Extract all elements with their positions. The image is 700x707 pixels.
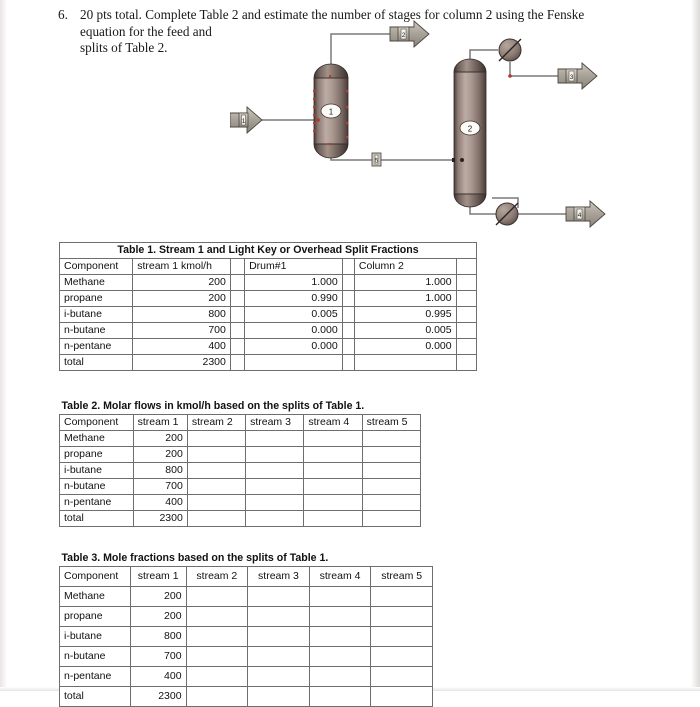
table-1-cell-gap1 <box>230 355 244 371</box>
table-3-cell-component: n-butane <box>60 647 131 667</box>
stream-marker-5-label: 5 <box>374 158 379 165</box>
table-1-header-column2: Column 2 <box>354 259 456 275</box>
table-1-header-component: Component <box>60 259 133 275</box>
table-row <box>60 479 421 495</box>
table-3-header-component: Component <box>60 567 131 587</box>
table-2-cell-stream3[interactable] <box>246 463 304 479</box>
table-row <box>60 627 433 647</box>
stream-arrow-4 <box>566 201 605 227</box>
unit-tag-drum-1-label: 1 <box>328 107 334 117</box>
table-row <box>60 607 433 627</box>
stream-arrow-4-label: 4 <box>577 212 582 219</box>
table-1-cell-gap2 <box>342 307 354 323</box>
table-row <box>60 275 477 291</box>
table-1-caption: Table 1. Stream 1 and Light Key or Overhead Split Fractions <box>60 243 477 259</box>
table-3-cell-stream3[interactable] <box>248 687 310 707</box>
table-3-caption: Table 3. Mole fractions based on the splits of Table 1. <box>61 552 329 564</box>
table-2-cell-stream1: 700 <box>133 479 187 495</box>
table-2-cell-stream3[interactable] <box>246 447 304 463</box>
table-row <box>60 323 477 339</box>
table-3-cell-stream2[interactable] <box>186 687 248 707</box>
table-row <box>60 307 477 323</box>
table-3-cell-stream5[interactable] <box>371 627 433 647</box>
table-3-cell-stream3[interactable] <box>248 647 310 667</box>
table-row <box>60 667 433 687</box>
flash-drum-unit-1 <box>313 64 348 158</box>
unit-tag-column-2-label: 2 <box>467 124 473 134</box>
table-1-cell-tail <box>456 339 476 355</box>
table-2-cell-stream1: 2300 <box>133 511 187 527</box>
table-2-cell-stream4[interactable] <box>304 495 362 511</box>
table-2-header-stream3: stream 3 <box>246 415 304 431</box>
stream-marker-5 <box>372 153 381 166</box>
table-1-cell-gap1 <box>230 275 244 291</box>
table-1-cell-stream1: 800 <box>133 307 231 323</box>
table-2-cell-stream4[interactable] <box>304 447 362 463</box>
table-3-cell-component: total <box>60 687 131 707</box>
stream-arrow-1 <box>230 107 262 133</box>
table-3-cell-stream5[interactable] <box>371 607 433 627</box>
table-2-cell-stream3[interactable] <box>246 431 304 447</box>
table-1-cell-gap1 <box>230 291 244 307</box>
process-flow-diagram <box>230 18 630 238</box>
table-3-header-stream3: stream 3 <box>248 567 310 587</box>
table-1-cell-tail <box>456 275 476 291</box>
table-3-cell-stream4[interactable] <box>309 667 371 687</box>
question-line-2: equation for the feed and <box>80 23 212 39</box>
table-2-header-row <box>60 415 421 431</box>
table-2-cell-stream2[interactable] <box>187 495 245 511</box>
table-2-cell-stream1: 800 <box>133 463 187 479</box>
table-1-cell-gap1 <box>230 339 244 355</box>
table-1-cell-gap2 <box>342 291 354 307</box>
table-1-cell-drum1: 1.000 <box>245 275 343 291</box>
table-3-cell-stream5[interactable] <box>371 587 433 607</box>
condenser-icon <box>499 39 521 61</box>
table-1-cell-component: n-pentane <box>60 339 133 355</box>
piping-lines <box>260 34 568 214</box>
table-1-caption-row <box>60 243 477 259</box>
table-2-header-component: Component <box>60 415 134 431</box>
table-1-header-gap2 <box>342 259 354 275</box>
stream-arrow-3 <box>558 63 597 89</box>
table-2-cell-stream4[interactable] <box>304 431 362 447</box>
table-3 <box>59 551 433 707</box>
table-row <box>60 647 433 667</box>
table-2-cell-stream5[interactable] <box>362 447 420 463</box>
reboiler-icon <box>496 203 518 225</box>
table-3-header-row <box>60 567 433 587</box>
table-1-header-stream1: stream 1 kmol/h <box>133 259 231 275</box>
table-1-cell-stream1: 200 <box>133 291 231 307</box>
table-2-cell-stream5[interactable] <box>362 511 420 527</box>
table-3-cell-stream4[interactable] <box>309 627 371 647</box>
table-3-cell-stream1: 200 <box>130 607 186 627</box>
table-row <box>60 511 421 527</box>
table-2-cell-stream1: 400 <box>133 495 187 511</box>
table-3-cell-stream4[interactable] <box>309 587 371 607</box>
table-3-header-stream1: stream 1 <box>130 567 186 587</box>
table-1-cell-component: propane <box>60 291 133 307</box>
table-1-cell-column2: 0.005 <box>354 323 456 339</box>
table-2-cell-component: propane <box>60 447 134 463</box>
table-1-cell-drum1: 0.000 <box>245 339 343 355</box>
table-2-header-stream5: stream 5 <box>362 415 420 431</box>
table-1-cell-drum1 <box>245 355 343 371</box>
distillation-column-unit-2 <box>452 59 486 207</box>
table-1-cell-drum1: 0.990 <box>245 291 343 307</box>
table-3-cell-stream4[interactable] <box>309 607 371 627</box>
table-1-cell-stream1: 700 <box>133 323 231 339</box>
table-1-cell-gap2 <box>342 355 354 371</box>
table-2-cell-stream3[interactable] <box>246 511 304 527</box>
table-3-caption-row <box>60 551 433 567</box>
table-row <box>60 687 433 707</box>
table-1-cell-drum1: 0.005 <box>245 307 343 323</box>
question-line-3: splits of Table 2. <box>80 40 168 56</box>
pipe-drum-bottom-to-column <box>331 151 462 160</box>
table-3-cell-component: i-butane <box>60 627 131 647</box>
table-1-cell-tail <box>456 307 476 323</box>
table-3-cell-stream3[interactable] <box>248 587 310 607</box>
table-1-cell-stream1: 400 <box>133 339 231 355</box>
question-line-1: 20 pts total. Complete Table 2 and estimate the number of stages for column 2 using the Fenske <box>80 7 585 22</box>
table-3-cell-stream2[interactable] <box>186 667 248 687</box>
table-1-cell-stream1: 200 <box>133 275 231 291</box>
table-2-cell-stream3[interactable] <box>246 479 304 495</box>
table-1-cell-gap1 <box>230 307 244 323</box>
table-3-cell-stream1: 200 <box>130 587 186 607</box>
table-2-cell-component: n-pentane <box>60 495 134 511</box>
table-2-cell-stream4[interactable] <box>304 511 362 527</box>
table-1-cell-component: n-butane <box>60 323 133 339</box>
table-2-caption-row <box>60 399 421 415</box>
table-2-cell-stream1: 200 <box>133 431 187 447</box>
table-row <box>60 339 477 355</box>
table-1-header-gap1 <box>230 259 244 275</box>
table-row <box>60 355 477 371</box>
stream-arrow-3-label: 3 <box>569 74 574 81</box>
table-3-cell-stream5[interactable] <box>371 687 433 707</box>
table-3-cell-component: propane <box>60 607 131 627</box>
table-3-cell-stream1: 2300 <box>130 687 186 707</box>
table-2-cell-component: n-butane <box>60 479 134 495</box>
table-3-cell-stream4[interactable] <box>309 687 371 707</box>
table-2-cell-stream5[interactable] <box>362 479 420 495</box>
stream-arrow-2 <box>390 21 429 47</box>
table-2-header-stream4: stream 4 <box>304 415 362 431</box>
table-1-cell-stream1: 2300 <box>133 355 231 371</box>
table-2-cell-stream4[interactable] <box>304 463 362 479</box>
table-row <box>60 291 477 307</box>
table-2-cell-component: Methane <box>60 431 134 447</box>
question-number: 6. <box>58 7 68 22</box>
table-1-cell-column2: 0.000 <box>354 339 456 355</box>
table-3-cell-stream3[interactable] <box>248 607 310 627</box>
table-3-cell-stream3[interactable] <box>248 667 310 687</box>
table-2-cell-stream2[interactable] <box>187 511 245 527</box>
table-3-cell-stream4[interactable] <box>309 647 371 667</box>
table-2-caption: Table 2. Molar flows in kmol/h based on the splits of Table 1. <box>61 400 365 412</box>
table-1-cell-component: i-butane <box>60 307 133 323</box>
table-2-cell-stream2[interactable] <box>187 479 245 495</box>
page-edge-right <box>691 0 700 691</box>
table-3-cell-stream2[interactable] <box>186 587 248 607</box>
table-3-header-stream2: stream 2 <box>186 567 248 587</box>
pipe-condenser-to-distillate <box>510 62 560 76</box>
table-3-cell-stream1: 400 <box>130 667 186 687</box>
table-1-cell-component: total <box>60 355 133 371</box>
table-3-header-stream4: stream 4 <box>309 567 371 587</box>
table-2 <box>59 399 421 527</box>
table-3-cell-stream2[interactable] <box>186 607 248 627</box>
table-2-cell-stream5[interactable] <box>362 495 420 511</box>
table-row <box>60 431 421 447</box>
table-2-header-stream2: stream 2 <box>187 415 245 431</box>
table-2-cell-stream4[interactable] <box>304 479 362 495</box>
table-1-cell-tail <box>456 291 476 307</box>
table-row <box>60 587 433 607</box>
table-1-cell-column2: 0.995 <box>354 307 456 323</box>
table-row <box>60 447 421 463</box>
table-1-cell-column2: 1.000 <box>354 275 456 291</box>
table-1-cell-gap2 <box>342 275 354 291</box>
table-1-cell-column2: 1.000 <box>354 291 456 307</box>
table-row <box>60 495 421 511</box>
table-3-cell-stream3[interactable] <box>248 627 310 647</box>
table-2-cell-stream2[interactable] <box>187 431 245 447</box>
table-3-cell-stream1: 800 <box>130 627 186 647</box>
table-2-cell-stream5[interactable] <box>362 431 420 447</box>
table-3-cell-component: n-pentane <box>60 667 131 687</box>
table-1 <box>59 242 477 371</box>
table-2-cell-component: total <box>60 511 134 527</box>
table-3-cell-stream5[interactable] <box>371 667 433 687</box>
table-2-cell-component: i-butane <box>60 463 134 479</box>
table-1-cell-column2 <box>354 355 456 371</box>
table-2-header-stream1: stream 1 <box>133 415 187 431</box>
table-1-cell-gap2 <box>342 339 354 355</box>
table-2-cell-stream3[interactable] <box>246 495 304 511</box>
stream-arrow-2-label: 2 <box>401 32 406 39</box>
table-3-cell-stream2[interactable] <box>186 627 248 647</box>
table-1-cell-component: Methane <box>60 275 133 291</box>
table-1-cell-tail <box>456 355 476 371</box>
table-1-cell-gap2 <box>342 323 354 339</box>
table-3-cell-stream2[interactable] <box>186 647 248 667</box>
table-2-cell-stream2[interactable] <box>187 447 245 463</box>
table-3-cell-stream5[interactable] <box>371 647 433 667</box>
column-feed-nozzle <box>452 158 455 162</box>
table-1-cell-gap1 <box>230 323 244 339</box>
stream-arrow-1-label: 1 <box>241 118 246 125</box>
table-3-cell-component: Methane <box>60 587 131 607</box>
table-1-header-tail <box>456 259 476 275</box>
table-row <box>60 463 421 479</box>
table-1-header-row <box>60 259 477 275</box>
table-2-cell-stream2[interactable] <box>187 463 245 479</box>
table-3-header-stream5: stream 5 <box>371 567 433 587</box>
table-1-header-drum1: Drum#1 <box>245 259 343 275</box>
table-1-cell-tail <box>456 323 476 339</box>
table-2-cell-stream1: 200 <box>133 447 187 463</box>
table-3-cell-stream1: 700 <box>130 647 186 667</box>
table-1-cell-drum1: 0.000 <box>245 323 343 339</box>
table-2-cell-stream5[interactable] <box>362 463 420 479</box>
page-edge-left <box>0 0 7 691</box>
